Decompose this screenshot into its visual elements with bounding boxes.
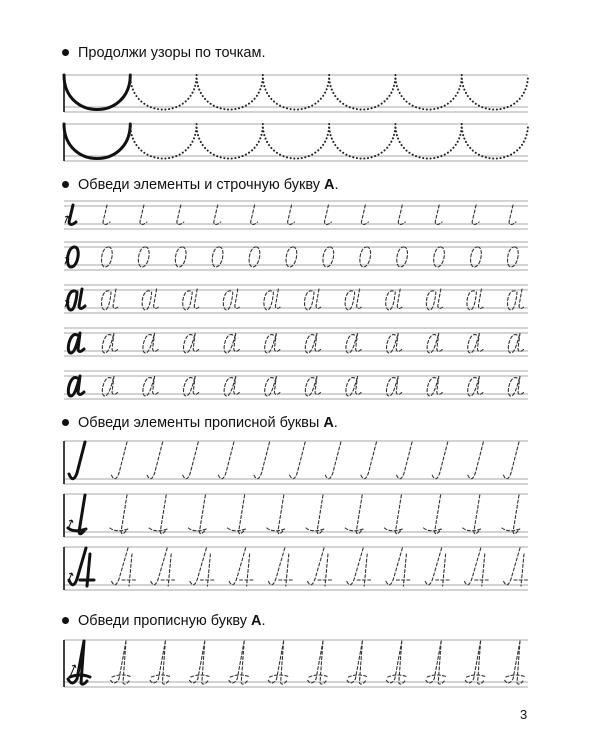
dashed-combined-elements [464,548,489,586]
dashed-oval [508,247,519,267]
task-4-letter: А [251,613,262,629]
dashed-uppercase-a [189,641,211,684]
dashed-lowercase-a [387,333,403,353]
dashed-oval-with-hook [142,289,159,310]
dashed-uppercase-a [228,641,250,684]
sample-slant-with-crossbar [68,495,86,534]
dotted-semicircle [329,124,395,159]
dashed-combined-elements [268,548,293,586]
dashed-slant-with-crossbar [345,495,363,534]
dashed-oval [212,247,223,267]
sample-stroke-hook [69,205,76,225]
dotted-semicircle [197,75,263,110]
dashed-lowercase-a [143,376,159,396]
dashed-oval-with-hook [102,289,119,310]
dashed-slant-with-crossbar [384,495,402,534]
task-3-letter: А [323,415,334,431]
dashed-lowercase-a [224,376,240,396]
sample-slant-hook [69,442,85,479]
dashed-oval-with-hook [264,289,281,310]
dashed-oval-with-hook [345,289,362,310]
dashed-stroke-hook [288,205,295,225]
dashed-slant-with-crossbar [424,495,442,534]
dashed-oval-with-hook [508,289,525,310]
dashed-lowercase-a [346,333,362,353]
dashed-combined-elements [307,548,332,586]
dotted-semicircle [130,75,196,110]
dashed-combined-elements [346,548,371,586]
dashed-slant-hook [396,442,412,479]
dashed-stroke-hook [435,205,442,225]
dashed-lowercase-a [346,376,362,396]
direction-arrow-icon [68,520,73,529]
dashed-oval-with-hook [386,289,403,310]
dashed-slant-hook [503,442,519,479]
dotted-semicircle [395,124,461,159]
dashed-lowercase-a [305,376,321,396]
dotted-semicircle [263,75,329,110]
dashed-oval-with-hook [467,289,484,310]
dashed-slant-hook [360,442,376,479]
dashed-combined-elements [229,548,254,586]
dashed-stroke-hook [103,205,110,225]
task-3-text: Обведи элементы прописной буквы [78,415,324,431]
dashed-slant-with-crossbar [188,495,206,534]
dashed-slant-hook [111,442,127,479]
dashed-lowercase-a [508,333,524,353]
dashed-stroke-hook [472,205,479,225]
dashed-oval [102,247,113,267]
dashed-slant-with-crossbar [502,495,520,534]
dotted-semicircle [197,124,263,159]
dashed-stroke-hook [177,205,184,225]
task-2-instruction: Обведи элементы и строчную букву А. [62,176,339,194]
dashed-slant-with-crossbar [110,495,128,534]
dashed-slant-with-crossbar [149,495,167,534]
task-3-instruction: Обведи элементы прописной буквы А. [62,414,338,432]
dashed-oval [397,247,408,267]
dashed-uppercase-a [307,641,329,684]
dashed-slant-hook [325,442,341,479]
dashed-oval [471,247,482,267]
dashed-lowercase-a [224,333,240,353]
dashed-slant-hook [182,442,198,479]
dashed-slant-hook [218,442,234,479]
dashed-lowercase-a [102,333,118,353]
page-number: 3 [520,707,528,722]
dashed-slant-with-crossbar [228,495,246,534]
dashed-lowercase-a [184,333,200,353]
dashed-lowercase-a [387,376,403,396]
dashed-stroke-hook [398,205,405,225]
dashed-lowercase-a [508,376,524,396]
dashed-combined-elements [385,548,410,586]
task-1-text: Продолжи узоры по точкам. [78,45,266,61]
dashed-combined-elements [150,548,175,586]
dashed-slant-hook [147,442,163,479]
dashed-oval [249,247,260,267]
dashed-uppercase-a [425,641,447,684]
sample-lowercase-a [68,376,84,396]
dashed-lowercase-a [305,333,321,353]
dashed-oval [286,247,297,267]
dashed-stroke-hook [140,205,147,225]
dashed-slant-with-crossbar [463,495,481,534]
task-4-instruction: Обведи прописную букву А. [62,612,266,630]
dashed-oval-with-hook [305,289,322,310]
dashed-uppercase-a [504,641,526,684]
dashed-uppercase-a [110,641,132,684]
dashed-combined-elements [425,548,450,586]
dashed-stroke-hook [214,205,221,225]
dashed-stroke-hook [509,205,516,225]
dotted-semicircle [462,75,528,110]
dashed-uppercase-a [346,641,368,684]
sample-lowercase-a [68,333,84,353]
dashed-oval [138,247,149,267]
dotted-semicircle [329,75,395,110]
dashed-uppercase-a [268,641,290,684]
dashed-oval [175,247,186,267]
sample-uppercase-a [68,641,90,684]
dotted-semicircle [130,124,196,159]
dashed-slant-hook [432,442,448,479]
dashed-lowercase-a [468,333,484,353]
dashed-stroke-hook [361,205,368,225]
task-4-text: Обведи прописную букву [78,613,252,629]
task-2-letter: А [323,177,335,193]
dashed-oval-with-hook [426,289,443,310]
dashed-uppercase-a [465,641,487,684]
dashed-combined-elements [503,548,528,586]
dashed-slant-with-crossbar [306,495,324,534]
dashed-lowercase-a [184,376,200,396]
dashed-stroke-hook [251,205,258,225]
dashed-slant-hook [289,442,305,479]
dotted-semicircle [462,124,528,159]
sample-oval-with-hook [68,289,85,310]
dashed-oval-with-hook [183,289,200,310]
dashed-oval [360,247,371,267]
dashed-combined-elements [111,548,136,586]
dotted-semicircle [395,75,461,110]
solid-semicircle [64,75,130,110]
dashed-slant-hook [467,442,483,479]
dashed-slant-with-crossbar [267,495,285,534]
dotted-semicircle [263,124,329,159]
sample-combined-elements [69,548,94,586]
dashed-lowercase-a [102,376,118,396]
dashed-lowercase-a [143,333,159,353]
dashed-uppercase-a [386,641,408,684]
dashed-oval-with-hook [223,289,240,310]
dashed-lowercase-a [265,376,281,396]
dashed-lowercase-a [427,333,443,353]
dashed-lowercase-a [468,376,484,396]
dashed-stroke-hook [324,205,331,225]
solid-semicircle [64,124,130,159]
dashed-uppercase-a [149,641,171,684]
dashed-slant-hook [254,442,270,479]
dashed-oval [323,247,334,267]
sample-oval [68,247,79,267]
dashed-combined-elements [189,548,214,586]
task-2-text: Обведи элементы и строчную букву [78,177,324,193]
dashed-lowercase-a [265,333,281,353]
dashed-lowercase-a [427,376,443,396]
dashed-oval [434,247,445,267]
